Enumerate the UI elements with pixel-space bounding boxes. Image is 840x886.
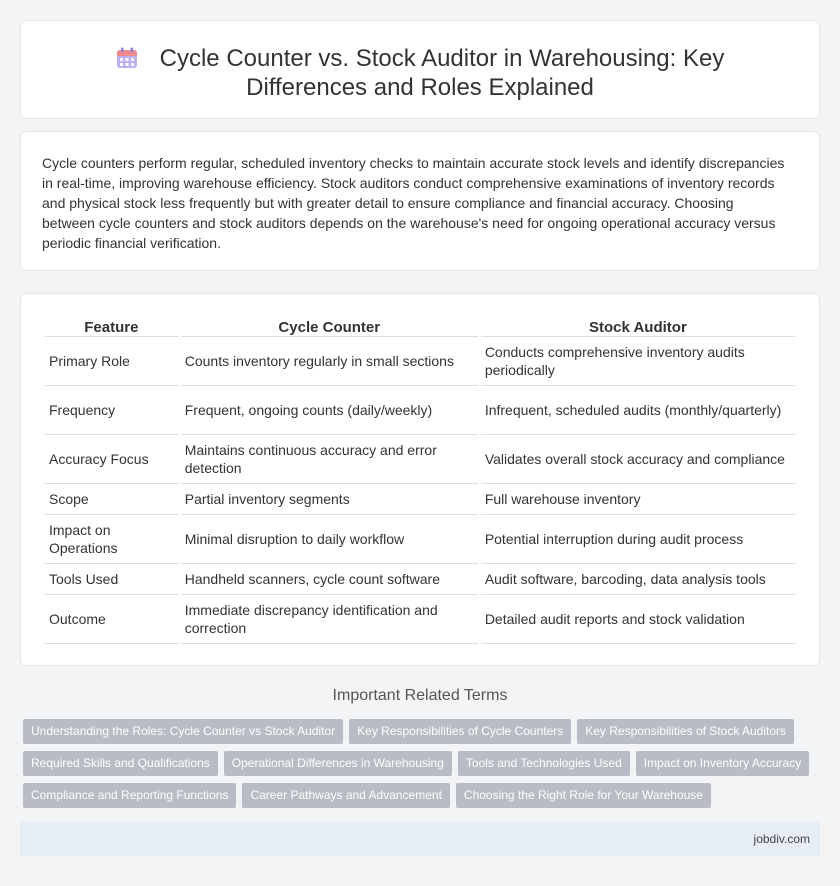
header-stock-auditor: Stock Auditor — [481, 317, 795, 337]
related-term-tag[interactable]: Impact on Inventory Accuracy — [636, 751, 809, 776]
related-term-tag[interactable]: Choosing the Right Role for Your Warehouse — [456, 783, 711, 808]
header-feature: Feature — [45, 317, 178, 337]
comparison-card — [20, 293, 820, 666]
cycle-counter-cell: Maintains continuous accuracy and error detection — [181, 435, 478, 484]
related-term-tag[interactable]: Required Skills and Qualifications — [23, 751, 218, 776]
table-row — [45, 564, 795, 595]
related-term-tag[interactable]: Key Responsibilities of Stock Auditors — [577, 719, 794, 744]
stock-auditor-cell: Conducts comprehensive inventory audits periodically — [481, 337, 795, 386]
footer-site-link[interactable]: jobdiv.com — [753, 832, 810, 846]
feature-cell: Outcome — [45, 595, 178, 644]
related-term-tag[interactable]: Compliance and Reporting Functions — [23, 783, 236, 808]
cycle-counter-cell: Partial inventory segments — [181, 484, 478, 515]
related-terms-heading: Important Related Terms — [332, 687, 508, 704]
cycle-counter-cell: Minimal disruption to daily workflow — [181, 515, 478, 564]
stock-auditor-cell: Validates overall stock accuracy and compliance — [481, 435, 795, 484]
table-row — [45, 515, 795, 564]
page-title — [21, 44, 819, 102]
table-row — [45, 595, 795, 644]
page-title-text: Cycle Counter vs. Stock Auditor in Warehousing: Key Differences and Roles Explained — [159, 45, 725, 101]
table-header-row — [45, 317, 795, 337]
stock-auditor-cell: Full warehouse inventory — [481, 484, 795, 515]
table-row — [45, 435, 795, 484]
header-card — [20, 20, 820, 119]
related-term-tag[interactable]: Key Responsibilities of Cycle Counters — [349, 719, 571, 744]
calendar-icon — [116, 47, 138, 69]
related-term-tag[interactable]: Operational Differences in Warehousing — [224, 751, 452, 776]
related-term-tag[interactable]: Understanding the Roles: Cycle Counter vs Stock Auditor — [23, 719, 343, 744]
stock-auditor-cell: Detailed audit reports and stock validation — [481, 595, 795, 644]
cycle-counter-cell: Counts inventory regularly in small sections — [181, 337, 478, 386]
footer-bar — [20, 822, 820, 856]
feature-cell: Impact on Operations — [45, 515, 178, 564]
intro-card — [20, 131, 820, 271]
feature-cell: Scope — [45, 484, 178, 515]
related-term-tag[interactable]: Career Pathways and Advancement — [242, 783, 449, 808]
related-term-tag[interactable]: Tools and Technologies Used — [458, 751, 630, 776]
intro-paragraph: Cycle counters perform regular, scheduled inventory checks to maintain accurate stock levels and identify discrepancies in real-time, improving warehouse efficiency. Stock auditors conduct comprehensive examinations of inventory records and physical stock less frequently but with greater detail to ensure compliance and financial accuracy. Choosing between cycle counters and stock auditors depends on the warehouse's need for ongoing operational accuracy versus periodic financial verification. — [42, 155, 785, 251]
cycle-counter-cell: Handheld scanners, cycle count software — [181, 564, 478, 595]
table-row — [45, 484, 795, 515]
feature-cell: Tools Used — [45, 564, 178, 595]
feature-cell: Frequency — [45, 386, 178, 435]
stock-auditor-cell: Audit software, barcoding, data analysis tools — [481, 564, 795, 595]
stock-auditor-cell: Infrequent, scheduled audits (monthly/quarterly) — [481, 386, 795, 435]
cycle-counter-cell: Immediate discrepancy identification and correction — [181, 595, 478, 644]
feature-cell: Accuracy Focus — [45, 435, 178, 484]
feature-cell: Primary Role — [45, 337, 178, 386]
cycle-counter-cell: Frequent, ongoing counts (daily/weekly) — [181, 386, 478, 435]
related-terms-list — [23, 719, 823, 815]
header-cycle-counter: Cycle Counter — [181, 317, 478, 337]
table-row — [45, 337, 795, 386]
comparison-table — [42, 317, 798, 644]
stock-auditor-cell: Potential interruption during audit process — [481, 515, 795, 564]
table-row — [45, 386, 795, 435]
